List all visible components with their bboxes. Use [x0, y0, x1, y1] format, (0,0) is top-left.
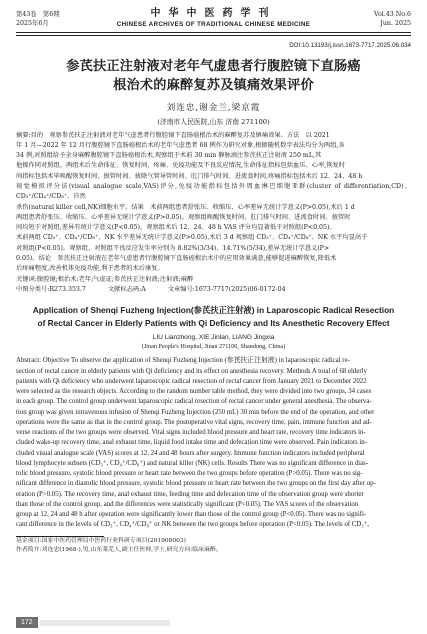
abstract-en-line: than those of the control group, and the differences were statistically significant (P<0.05). The VAS scores of the observation	[16, 500, 359, 508]
abstract-en-line: cluded wake-up recovery time, anal exhaust time, liquid food intake time and defecation time were observed. Pain indicators in-	[16, 439, 368, 447]
header-rule-thick	[16, 32, 411, 33]
abstract-cn-line: 对照组(P<0.05)。观察组、对照组不良反应发生率分别为 8.82%(3/34)、14.71%(5/34),差异无统计学意义(P>	[16, 244, 330, 252]
abstract-cn-line: 间均短于对照组,差异有统计学意义(P<0.05)。观察组术后 12、24、48 h VAS 评分均显著低于对照组(P<0.05)。	[16, 224, 336, 232]
abstract-en-line: cant difference in the levels of CD₃⁺, CD₄⁺/CD₈⁺ or NK between the two groups before operation (P<0.05). The levels of CD₃⁺,	[16, 521, 369, 529]
title-en-line-1: Application of Shenqi Fuzheng Injection(参芪扶正注射液) in Laparoscopic Radical Resection	[32, 305, 395, 316]
abstract-cn-line: 34 例,对照组给予全身麻醉腹腔镜下直肠癌根治术,观察组于术前 30 min 静脉滴注参芪扶正注射液 250 mL,其	[16, 152, 322, 160]
abstract-cn-line: 年 1 月—2022 年 12 月行腹腔镜下直肠癌根治术的老年气虚患者 68 例作为研究对象,根据随机数字表法均分为两组,各	[16, 141, 345, 149]
authors-cn: 刘连忠,谢金兰,梁京霞	[166, 102, 261, 113]
abstract-en-line: in each group. The control group underwent laparoscopic radical resection of rectal cancer under general anesthesia. The observa-	[16, 398, 372, 406]
abstract-cn-line: 杀伤(natural killer cell,NK)细胞水平。结果 术前两组患者舒张压、收缩压、心率差异无统计学意义(P>0.05),术后 1 d	[16, 203, 355, 211]
date-cn: 2025年6月	[16, 20, 49, 27]
volume-cn: 第43卷 第6期	[16, 11, 60, 18]
abstract-en-line: operations were the same as that in the control group. The postoperative vital signs, recovery time, pain, immune function and ad-	[16, 418, 372, 426]
abstract-cn-line: 摘要:目的 观察参芪扶正注射液对老年气虚患者行腹腔镜下直肠癌根治术的麻醉复苏及镇痛效果。方法 以 2021	[16, 131, 330, 139]
title-cn-line-2: 根治术的麻醉复苏及镇痛效果评价	[113, 77, 314, 93]
clc-number: 中图分类号:R273.353.7	[16, 285, 86, 293]
abstract-en-line: eration (P>0.05). The recovery time, anal exhaust time, feeding time and defecation time of the observation group were shorter	[16, 490, 364, 498]
affiliation-en: (Jinan People's Hospital, Jinan 271100, Shandong, China)	[141, 343, 286, 351]
page-footer	[16, 617, 170, 628]
title-en-line-2: of Rectal Cancer in Elderly Patients with Qi Deficiency and Its Anesthetic Recovery Effect	[37, 317, 390, 328]
abstract-en-line: patients with Qi deficiency who underwent laparoscopic radical resection of rectal cancer from January 2021 to December 2022	[16, 377, 367, 385]
running-header	[16, 0, 411, 32]
abstract-cn-line: 他操作同对照组。两组术后生命体征、恢复时间、疼痛、免疫功能及不良反应情况,生命体征指标包括血压、心率,恢复时	[16, 162, 345, 170]
header-right	[374, 10, 411, 28]
keywords-cn: 关键词:腹腔镜;根治术;老年;气虚证;参芪扶正注射液;注射液;麻醉	[16, 275, 194, 283]
abstract-cn-line: 间指标包括术毕唤醒恢复时间、拔管时间、拔除气管导管时间、肛门排气时间、进流食时间,疼痛指标包括术后 12、24、48 h	[16, 172, 363, 180]
affiliation-cn: (济南市人民医院,山东 济南 271100)	[157, 117, 270, 126]
abstract-en-line: verse reactions of the two groups were observed. Vital signs included blood pressure and heart rate, recovery time indicators in-	[16, 429, 366, 436]
abstract-en-line: group at 12, 24 and 48 h after operation were significantly lower than those of the control group (P<0.05). There was no signifi-	[16, 511, 367, 518]
abstract-cn-line: 后疼痛程度,改善机体免疫功能,利于患者的术后康复。	[16, 265, 164, 273]
abstract-en-line: blood lymphocyte subsets (CD₃⁺, CD₄⁺/CD₈⁺) and natural killer (NK) cells. Results There was no significant difference in dias-	[16, 459, 369, 467]
abstract-en-line: section of rectal cancer in elderly patients with Qi deficiency and its effect on anesthesia recovery. Methods A total of 68 elderly	[16, 367, 367, 375]
abstract-cn-line: 视觉模拟评分法(visual analogue scale,VAS)评分,免疫功能指标包括外周血淋巴细胞亚群(cluster of differentiation,CD)、CD₃⁺/CD₄⁺/CD₈⁺、自然	[16, 182, 411, 201]
abstract-cn	[16, 131, 411, 275]
page-number: 172	[16, 617, 38, 628]
doi[interactable]: DOI:10.13193/j.issn.1673-7717.2025.06.034	[289, 41, 411, 49]
header-rule-thin	[16, 35, 411, 36]
abstract-cn-line: 0.05)。结论 参芪扶正注射液在老年气虚患者行腹腔镜下直肠癌根治术中的应用效果满意,能够促进麻醉恢复,降低术	[16, 255, 337, 263]
abstract-en-line: were selected as the research objects. According to the random number table method, they were divided into two groups, 34 cases	[16, 388, 372, 395]
document-code: 文献标志码:A	[107, 285, 146, 293]
journal-name-en: CHINESE ARCHIVES OF TRADITIONAL CHINESE MEDICINE	[116, 21, 311, 28]
author-bio: 作者简介:刘连忠(1968-),男,山东莱芜人,副主任医师,学士,研究方向:临床麻醉。	[16, 546, 222, 553]
volume-en: Vol.43 No.6	[374, 11, 411, 18]
article-title-cn	[16, 57, 411, 95]
abstract-en-line: tion group was given intravenous infusion of Shenqi Fuzheng Injection (250 mL) 30 min before the end of the operation, and other	[16, 408, 375, 416]
article-number: 文章编号:1673-7717(2025)06-0172-04	[167, 285, 286, 293]
abstract-en-line: nificant difference in diastolic blood pressure, systolic blood pressure or heart rate between the two groups on the first day after op-	[16, 480, 376, 488]
abstract-cn-line: 两组患者舒张压、收缩压、心率差异无统计学意义(P>0.05)。观察组唤醒恢复时间、肛门排气时间、进流食时间、拔管时	[16, 213, 351, 221]
journal-name-cn: 中华中医药学刊	[150, 8, 277, 19]
abstract-cn-line: 术前两组 CD₃⁺、CD₄⁺/CD₈⁺、NK 水平差异无统计学意义(P>0.05),术后 3 d 观察组 CD₃⁺、CD₄⁺/CD₈⁺、NK 水平均显高于	[16, 234, 368, 242]
abstract-en-line: tolic blood pressure, systolic blood pressure or heart rate between the two groups before operation (P>0.05). There was no sig-	[16, 470, 363, 477]
abstract-en-line: Abstract: Objective To observe the application of Shenqi Fuzheng Injection (参芪扶正注射液) in laparoscopic radical re-	[16, 357, 350, 365]
abstract-en-line: cluded visual analogue scale (VAS) scores at 12, 24 and 48 hours after surgery. Immune function indicators included peripheral	[16, 449, 365, 457]
header-center	[16, 8, 411, 29]
classification-line	[16, 285, 411, 295]
footer-bar	[40, 620, 170, 626]
article-title-en	[16, 304, 411, 329]
title-cn-line-1: 参芪扶正注射液对老年气虚患者行腹腔镜下直肠癌	[66, 58, 361, 74]
abstract-en	[16, 356, 411, 530]
date-en: Jun. 2025	[380, 20, 411, 27]
authors-en: LIU Lianzhong, XIE Jinlan, LIANG Jingxia	[152, 334, 275, 342]
funding-note: 基金项目:国家中医药管理局中医药行业科研专项目(201908003)	[16, 537, 186, 544]
